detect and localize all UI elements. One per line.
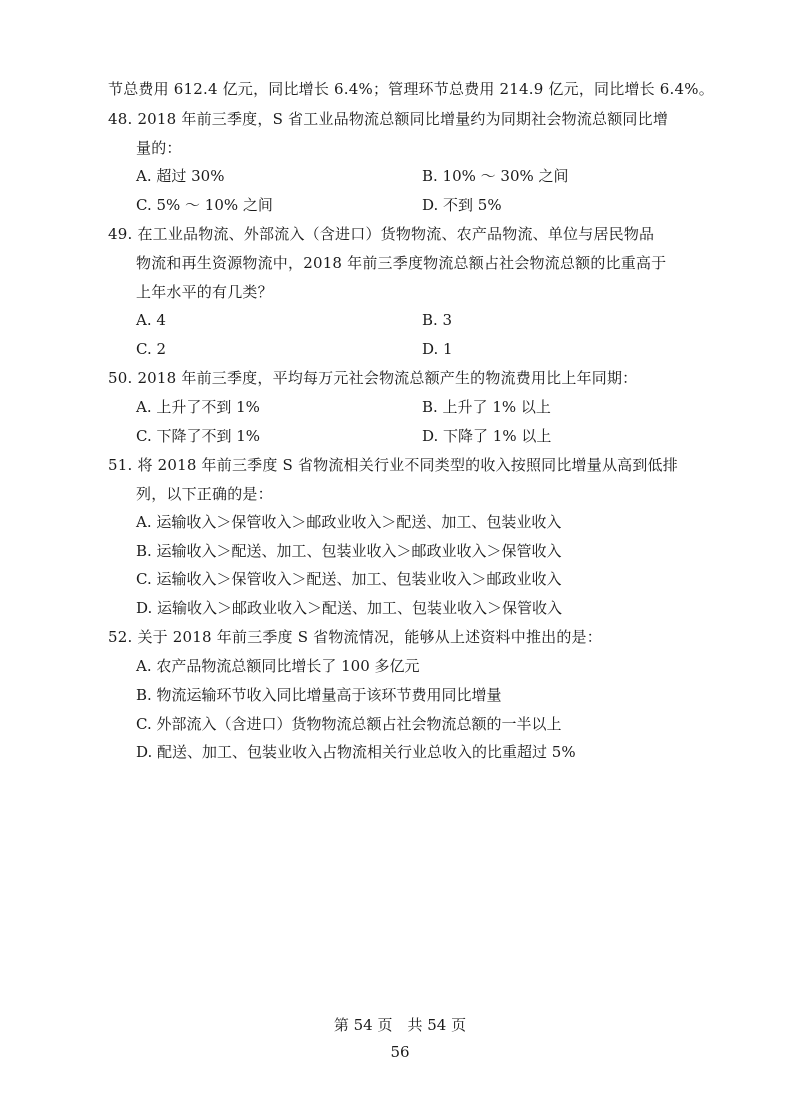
- question-number: 50.: [108, 369, 133, 387]
- question-51-option-b: B. 运输收入＞配送、加工、包装业收入＞邮政业收入＞保管收入: [136, 542, 562, 560]
- question-48-option-d: D. 不到 5%: [422, 196, 502, 214]
- question-number: 48.: [108, 110, 133, 128]
- question-number: 51.: [108, 456, 133, 474]
- question-51-option-d: D. 运输收入＞邮政业收入＞配送、加工、包装业收入＞保管收入: [136, 599, 563, 617]
- question-52-option-c: C. 外部流入（含进口）货物物流总额占社会物流总额的一半以上: [136, 715, 562, 733]
- question-48-option-a: A. 超过 30%: [136, 167, 225, 185]
- question-48-line-2: 量的：: [136, 139, 182, 157]
- question-51-line-1: [108, 454, 678, 476]
- question-text: 2018 年前三季度，平均每万元社会物流总额产生的物流费用比上年同期：: [137, 369, 638, 387]
- page-label: 第 54 页 共 54 页: [333, 1016, 467, 1034]
- question-number: 52.: [108, 628, 133, 646]
- question-50-line-1: [108, 367, 637, 389]
- question-49-option-b: B. 3: [422, 311, 453, 329]
- question-49-option-d: D. 1: [422, 340, 453, 358]
- question-50-option-a: A. 上升了不到 1%: [136, 398, 260, 416]
- intro-line: 节总费用 612.4 亿元，同比增长 6.4%；管理环节总费用 214.9 亿元，同比增长 6.4%。: [108, 80, 714, 98]
- question-text: 在工业品物流、外部流入（含进口）货物物流、农产品物流、单位与居民物品: [137, 225, 655, 243]
- question-number: 49.: [108, 225, 133, 243]
- question-50-option-d: D. 下降了 1% 以上: [422, 427, 552, 445]
- question-48-option-b: B. 10% ～ 30% 之间: [422, 167, 569, 185]
- question-49-line-2: 物流和再生资源物流中，2018 年前三季度物流总额占社会物流总额的比重高于: [136, 254, 667, 272]
- question-text: 将 2018 年前三季度 S 省物流相关行业不同类型的收入按照同比增量从高到低排: [137, 456, 678, 474]
- question-48-line-1: [108, 108, 668, 130]
- question-49-option-a: A. 4: [136, 311, 166, 329]
- question-text: 关于 2018 年前三季度 S 省物流情况，能够从上述资料中推出的是：: [137, 628, 602, 646]
- question-52-option-b: B. 物流运输环节收入同比增量高于该环节费用同比增量: [136, 686, 502, 704]
- question-50-option-b: B. 上升了 1% 以上: [422, 398, 551, 416]
- question-52-line-1: [108, 626, 602, 648]
- question-52-option-d: D. 配送、加工、包装业收入占物流相关行业总收入的比重超过 5%: [136, 743, 576, 761]
- question-48-option-c: C. 5% ～ 10% 之间: [136, 196, 273, 214]
- question-text: 2018 年前三季度，S 省工业品物流总额同比增量约为同期社会物流总额同比增: [137, 110, 669, 128]
- question-51-option-c: C. 运输收入＞保管收入＞配送、加工、包装业收入＞邮政业收入: [136, 570, 562, 588]
- page-number: 56: [390, 1043, 410, 1061]
- question-49-line-1: [108, 223, 654, 245]
- question-52-option-a: A. 农产品物流总额同比增长了 100 多亿元: [136, 657, 420, 675]
- question-49-line-3: 上年水平的有几类？: [136, 283, 273, 301]
- question-49-option-c: C. 2: [136, 340, 167, 358]
- question-51-option-a: A. 运输收入＞保管收入＞邮政业收入＞配送、加工、包装业收入: [136, 513, 562, 531]
- question-51-line-2: 列，以下正确的是：: [136, 485, 273, 503]
- question-50-option-c: C. 下降了不到 1%: [136, 427, 261, 445]
